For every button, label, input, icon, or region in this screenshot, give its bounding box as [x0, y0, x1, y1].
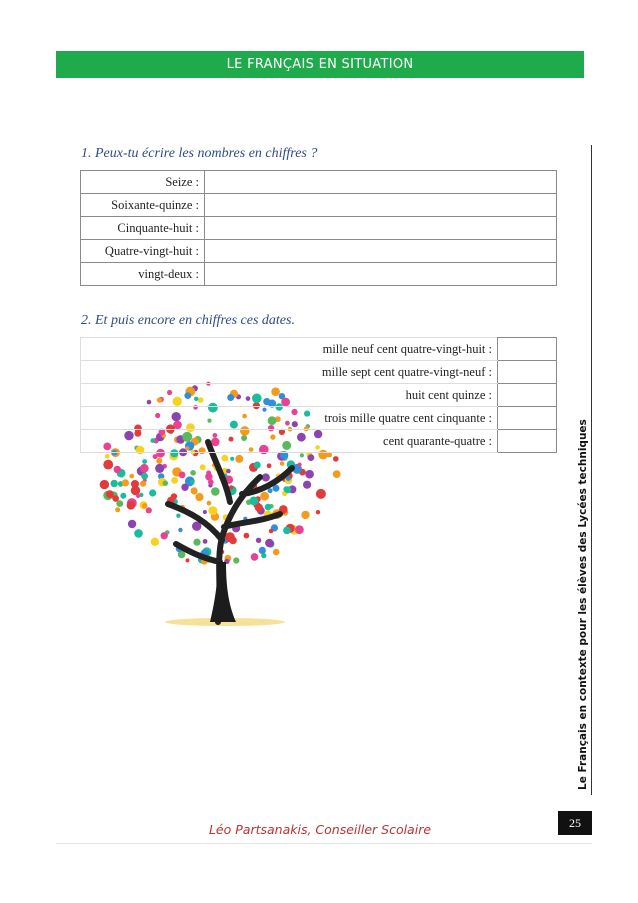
side-rule: [591, 145, 592, 795]
tree-leaf: [134, 529, 143, 538]
exercise-2-table: [80, 337, 557, 453]
tree-leaf: [151, 538, 159, 546]
tree-leaf: [250, 497, 259, 506]
tree-leaf: [100, 480, 109, 489]
answer-cell[interactable]: [498, 407, 557, 430]
tree-leaf: [295, 525, 304, 534]
tree-leaf: [226, 469, 231, 474]
answer-cell[interactable]: [205, 217, 557, 240]
tree-leaf: [141, 473, 148, 480]
tree-leaf: [122, 479, 129, 486]
tree-leaf: [303, 481, 311, 489]
tree-leaf: [300, 453, 304, 457]
table-row: [81, 338, 557, 361]
tree-leaf: [221, 455, 228, 462]
tree-leaf: [203, 539, 208, 544]
side-title: Le Français en contexte pour les élèves des Lycées techniques: [577, 419, 589, 790]
table-row: [81, 194, 557, 217]
row-label: huit cent quinze :: [81, 384, 498, 407]
tree-leaf: [267, 463, 272, 468]
tree-leaf: [128, 520, 136, 528]
tree-leaf: [200, 464, 206, 470]
row-label: Seize :: [81, 171, 205, 194]
tree-leaf: [308, 454, 315, 461]
tree-leaf: [298, 463, 302, 467]
tree-leaf: [130, 474, 135, 479]
tree-leaf: [229, 485, 233, 489]
row-label: mille sept cent quatre-vingt-neuf :: [81, 361, 498, 384]
tree-leaf: [265, 504, 272, 511]
tree-leaf: [225, 532, 235, 542]
table-row: [81, 240, 557, 263]
tree-leaf: [171, 477, 178, 484]
table-row: [81, 171, 557, 194]
table-row: [81, 407, 557, 430]
footer-author: Léo Partsanakis, Conseiller Scolaire: [208, 822, 432, 837]
row-label: Cinquante-huit :: [81, 217, 205, 240]
tree-leaf: [333, 456, 339, 462]
row-label: mille neuf cent quatre-vingt-huit :: [81, 338, 498, 361]
tree-leaf: [178, 528, 182, 532]
tree-leaf: [115, 507, 120, 512]
tree-leaf: [179, 472, 186, 479]
exercise-1-question: 1. Peux-tu écrire les nombres en chiffres ?: [81, 146, 318, 161]
tree-leaf: [161, 532, 168, 539]
tree-leaf: [269, 529, 274, 534]
answer-cell[interactable]: [205, 194, 557, 217]
tree-leaf: [256, 538, 261, 543]
tree-leaf: [203, 510, 207, 514]
tree-leaf: [260, 492, 269, 501]
tree-leaf: [316, 489, 326, 499]
tree-leaf: [155, 464, 164, 473]
page-number: 25: [558, 811, 592, 835]
row-label: Quatre-vingt-huit :: [81, 240, 205, 263]
tree-leaf: [283, 486, 289, 492]
tree-leaf: [181, 484, 188, 491]
tree-leaf: [211, 487, 220, 496]
tree-leaf: [193, 539, 200, 546]
footer-divider: [56, 843, 592, 844]
table-row: [81, 430, 557, 453]
tree-leaf: [273, 549, 280, 556]
tree-leaf: [140, 481, 146, 487]
table-row: [81, 361, 557, 384]
tree-leaf: [207, 501, 212, 506]
answer-cell[interactable]: [205, 171, 557, 194]
tree-leaf: [140, 464, 149, 473]
tree-leaf: [280, 461, 285, 466]
tree-leaf: [163, 481, 168, 486]
tree-leaf: [191, 487, 198, 494]
tree-leaf: [230, 457, 234, 461]
tree-leaf: [131, 480, 139, 488]
tree-leaf: [265, 539, 274, 548]
tree-leaf: [233, 557, 239, 563]
tree-leaf: [305, 470, 314, 479]
tree-leaf: [176, 514, 180, 518]
tree-leaf: [235, 455, 243, 463]
tree-leaf: [103, 460, 113, 470]
answer-cell[interactable]: [498, 361, 557, 384]
tree-leaf: [333, 470, 341, 478]
tree-leaf: [208, 506, 217, 515]
tree-leaf: [142, 459, 147, 464]
row-label: cent quarante-quatre :: [81, 430, 498, 453]
tree-leaf: [259, 547, 266, 554]
row-label: trois mille quatre cent cinquante :: [81, 407, 498, 430]
tree-leaf: [206, 471, 211, 476]
tree-leaf: [244, 533, 250, 539]
tree-leaf: [156, 458, 162, 464]
tree-leaf: [186, 558, 190, 562]
tree-leaf: [114, 466, 121, 473]
tree-leaf: [106, 490, 114, 498]
answer-cell[interactable]: [498, 338, 557, 361]
answer-cell[interactable]: [205, 240, 557, 263]
exercise-2-question: 2. Et puis encore en chiffres ces dates.: [81, 313, 295, 328]
table-row: [81, 217, 557, 240]
tree-leaf: [195, 493, 203, 501]
row-label: Soixante-quinze :: [81, 194, 205, 217]
page-header: LE FRANÇAIS EN SITUATION: [56, 51, 584, 78]
tree-leaf: [149, 489, 156, 496]
tree-leaf: [146, 507, 152, 513]
tree-leaf: [105, 454, 110, 459]
tree-leaf: [120, 493, 126, 499]
answer-cell[interactable]: [205, 263, 557, 286]
row-label: vingt-deux :: [81, 263, 205, 286]
tree-leaf: [190, 470, 196, 476]
answer-cell[interactable]: [498, 384, 557, 407]
tree-leaf: [254, 462, 261, 469]
tree-leaf: [251, 553, 259, 561]
tree-leaf: [301, 511, 309, 519]
tree-leaf: [127, 501, 136, 510]
tree-leaf: [316, 510, 320, 514]
tree-leaf: [111, 480, 118, 487]
tree-leaf: [190, 480, 195, 485]
exercise-1-table: [80, 170, 557, 286]
tree-leaf: [136, 494, 140, 498]
tree-leaf: [112, 495, 119, 502]
tree-leaf: [283, 527, 291, 535]
tree-leaf: [142, 503, 147, 508]
answer-cell[interactable]: [498, 430, 557, 453]
table-row: [81, 384, 557, 407]
table-row: [81, 263, 557, 286]
